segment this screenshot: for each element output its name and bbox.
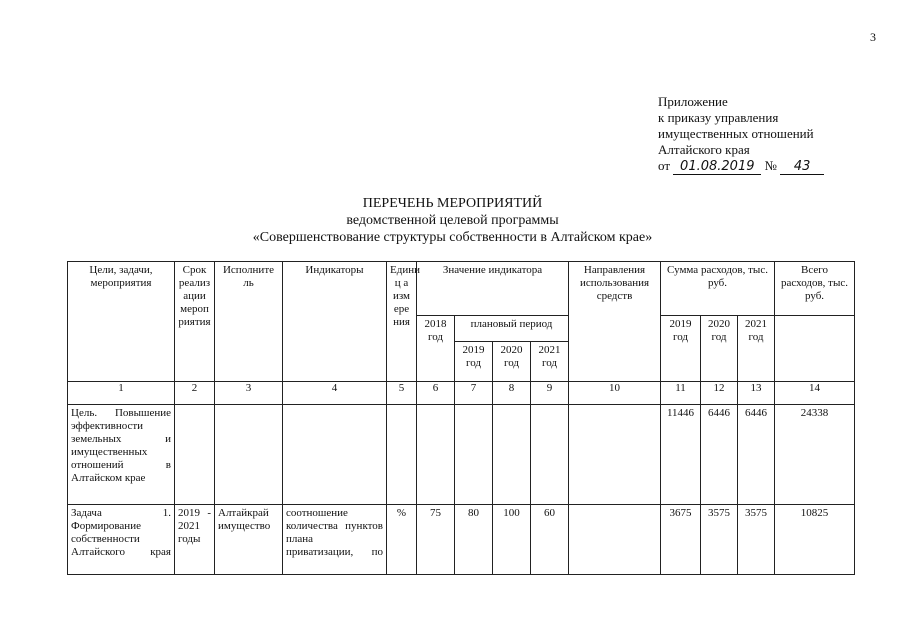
header-year-2018: 2018 год — [417, 316, 455, 382]
row-value-2021 — [531, 405, 569, 505]
row-expense-2019: 3675 — [661, 505, 701, 575]
header-term: Срок реализ ации мероп риятия — [175, 262, 215, 382]
row-expense-2020: 6446 — [701, 405, 738, 505]
row-total: 10825 — [775, 505, 855, 575]
row-value-2018: 75 — [417, 505, 455, 575]
header-indicators: Индикаторы — [283, 262, 387, 382]
header-exp-2021: 2021 год — [738, 316, 775, 382]
row-term — [175, 405, 215, 505]
date-prefix: от — [658, 158, 671, 173]
row-total: 24338 — [775, 405, 855, 505]
row-value-2019: 80 — [455, 505, 493, 575]
row-directions — [569, 505, 661, 575]
header-total: Всего расходов, тыс. руб. — [775, 262, 855, 316]
column-number: 14 — [775, 382, 855, 405]
row-expense-2021: 6446 — [738, 405, 775, 505]
row-value-2019 — [455, 405, 493, 505]
appendix-date-line — [658, 158, 824, 175]
appendix-line-4: Алтайского края — [658, 142, 750, 157]
row-value-2020 — [493, 405, 531, 505]
column-number: 4 — [283, 382, 387, 405]
header-exp-2020: 2020 год — [701, 316, 738, 382]
column-number: 1 — [68, 382, 175, 405]
row-unit: % — [387, 505, 417, 575]
activities-table — [67, 261, 855, 575]
row-term: 2019 - 2021 годы — [175, 505, 215, 575]
column-number: 8 — [493, 382, 531, 405]
row-executor — [215, 405, 283, 505]
header-directions: Направления использования средств — [569, 262, 661, 382]
number-prefix: № — [764, 158, 777, 173]
header-indicator-value: Значение индикатора — [417, 262, 569, 316]
row-task-name: Задача 1. Формирование собственности Алтайского края — [68, 505, 175, 575]
header-exp-2019: 2019 год — [661, 316, 701, 382]
document-title: ПЕРЕЧЕНЬ МЕРОПРИЯТИЙ — [362, 196, 543, 211]
handwritten-number: 43 — [780, 160, 824, 175]
column-number: 2 — [175, 382, 215, 405]
row-goal-name: Цель. Повышение эффективности земельных и имущественных отношений в Алтайском крае — [68, 405, 175, 505]
header-executor: Исполните ль — [215, 262, 283, 382]
header-unit: Едини ц а изм ере ния — [387, 262, 417, 382]
column-number: 6 — [417, 382, 455, 405]
header-year-2019: 2019 год — [455, 342, 493, 382]
page-number: 3 — [870, 30, 876, 44]
appendix-line-2: к приказу управления — [658, 110, 779, 125]
column-number: 11 — [661, 382, 701, 405]
column-number: 13 — [738, 382, 775, 405]
document-subtitle: ведомственной целевой программы — [346, 213, 559, 228]
row-unit — [387, 405, 417, 505]
handwritten-date: 01.08.2019 — [673, 160, 761, 175]
appendix-block — [658, 94, 824, 175]
row-value-2020: 100 — [493, 505, 531, 575]
row-directions — [569, 405, 661, 505]
row-expense-2021: 3575 — [738, 505, 775, 575]
program-name: «Совершенствование структуры собственности в Алтайском крае» — [252, 230, 653, 245]
appendix-line-3: имущественных отношений — [658, 126, 814, 141]
table-row — [68, 505, 855, 575]
table-row — [68, 405, 855, 505]
column-number: 9 — [531, 382, 569, 405]
header-expenses: Сумма расходов, тыс. руб. — [661, 262, 775, 316]
row-executor: Алтайкрай имущество — [215, 505, 283, 575]
header-year-2021: 2021 год — [531, 342, 569, 382]
row-expense-2019: 11446 — [661, 405, 701, 505]
column-number-row — [68, 382, 855, 405]
row-expense-2020: 3575 — [701, 505, 738, 575]
header-year-2020: 2020 год — [493, 342, 531, 382]
column-number: 5 — [387, 382, 417, 405]
row-indicator — [283, 405, 387, 505]
row-value-2018 — [417, 405, 455, 505]
row-value-2021: 60 — [531, 505, 569, 575]
column-number: 7 — [455, 382, 493, 405]
column-number: 12 — [701, 382, 738, 405]
header-planned-period: плановый период — [455, 316, 569, 342]
row-indicator: соотношение количества пунктов плана приватизации, по — [283, 505, 387, 575]
column-number: 3 — [215, 382, 283, 405]
appendix-line-1: Приложение — [658, 94, 728, 109]
column-number: 10 — [569, 382, 661, 405]
header-goals: Цели, задачи, мероприятия — [68, 262, 175, 382]
header-total-blank — [775, 316, 855, 382]
